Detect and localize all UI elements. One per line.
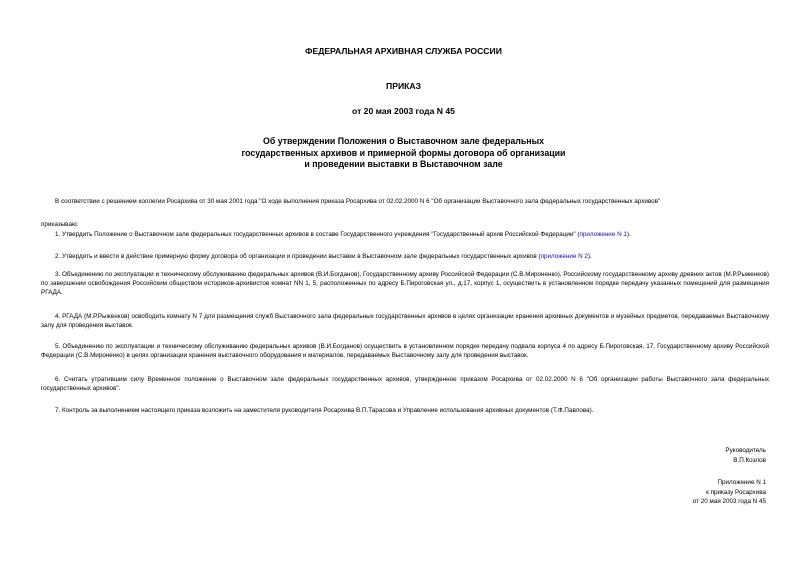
preamble-paragraph: В соответствии с решением коллегии Росархива от 30 мая 2001 года "О ходе выполнения приказа Росархива от 02.02.2000 N 6 "Об организации Выставочного зала федеральных государственных архивов" (55, 198, 661, 205)
document-title (0, 136, 807, 171)
orders-word: приказываю: (41, 221, 79, 228)
order-item-5: 5. Объединению по эксплуатации и техническому обслуживанию федеральных архивов (В.И.Богданов) осуществить в установленном порядке передачу подвала корпуса 4 по адресу Б.Пироговская, 17, Государственному архиву Российской Федерации (С.В.Мироненко) в целях организации хранения выставочного оборудования и материалов, передаваемых Выставочному залу для проведения выставок. (41, 343, 769, 359)
order-item-1-end: ). (626, 231, 631, 238)
document-date: от 20 мая 2003 года N 45 (352, 106, 455, 116)
order-item-7: 7. Контроль за выполнением настоящего приказа возложить на заместителя руководителя Росархива В.П.Тарасова и Управление использования архивных документов (Т.Ф.Павлова). (55, 407, 594, 414)
order-item-3: 3. Объединению по эксплуатации и техническому обслуживанию федеральных архивов (В.И.Богданов), Государственному архиву Российской Федерации (С.В.Мироненко), Российскому государственному архиву древних актов (М.Р.Рыженков) по завершении освобождения Российским обществом историков-архивистов комнат NN 1, 5, расположенных по адресу Б.Пироговская ул., д.17, корпус 1, осуществить в установленном порядке передачу указанных помещений для размещения РГАДА. (41, 271, 769, 296)
appendix-date: от 20 мая 2003 года N 45 (692, 498, 766, 505)
order-item-4: 4. РГАДА (М.Р.Рыженков) освободить комнату N 7 для размещения служб Выставочного зала федеральных государственных архивов в целях организации хранения архивных документов и музейных предметов, передаваемых Выставочному залу для проведения выставок. (41, 313, 769, 329)
signature-position: Руководитель (725, 447, 766, 454)
order-item-1-text: 1. Утвердить Положение о Выставочном зале федеральных государственных архивов в составе Государственного учреждения "Государственный архив Российской Федерации" ( (55, 231, 580, 238)
appendix-number: Приложение N 1 (717, 479, 766, 486)
appendix-reference: к приказу Росархива (706, 488, 766, 496)
order-item-2-end: ). (587, 253, 592, 260)
order-item-2 (41, 252, 769, 261)
organization-heading: ФЕДЕРАЛЬНАЯ АРХИВНАЯ СЛУЖБА РОССИИ (305, 46, 502, 56)
signature-name: В.П.Козлов (733, 456, 766, 464)
appendix-header (693, 478, 766, 507)
appendix-2-link[interactable]: приложение N 2 (540, 253, 588, 260)
document-type-heading: ПРИКАЗ (386, 81, 421, 91)
order-item-1 (41, 230, 769, 239)
appendix-1-link[interactable]: приложение N 1 (579, 231, 627, 238)
order-item-2-text: 2. Утвердить и ввести в действие примерную форму договора об организации и проведении выставки в Выставочном зале федеральных государственных архивов ( (55, 253, 541, 260)
title-line-3: и проведении выставки в Выставочном зале (304, 159, 503, 169)
title-line-2: государственных архивов и примерной формы договора об организации (241, 147, 566, 158)
order-item-6: 6. Считать утратившим силу Временное положение о Выставочном зале федеральных государственных архивов, утвержденное приказом Росархива от 02.02.2000 N 6 "Об организации работы Выставочного зала федеральных государственных архивов". (41, 376, 769, 392)
signature-block (725, 446, 766, 465)
title-line-1: Об утверждении Положения о Выставочном зале федеральных (262, 136, 544, 146)
